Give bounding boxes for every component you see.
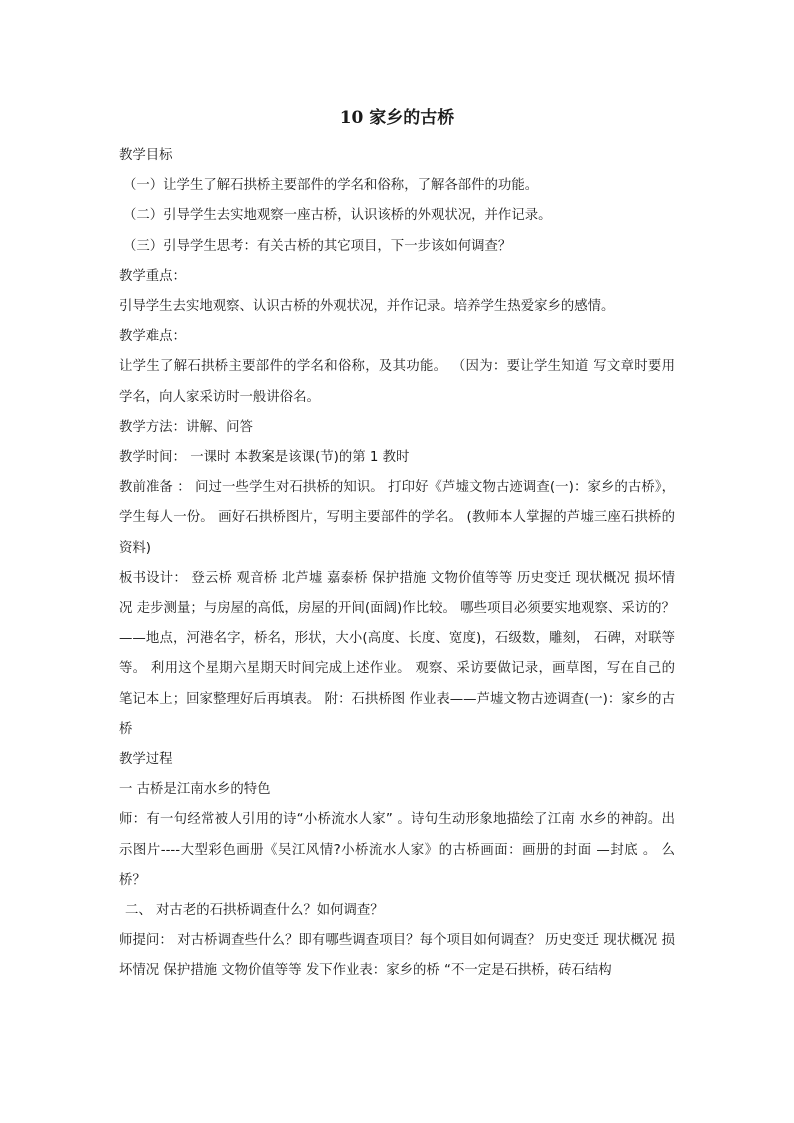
difficulties-text: 让学生了解石拱桥主要部件的学名和俗称，及其功能。 （因为：要让学生知道 写文章时要用学名，向人家采访时一般讲俗名。: [119, 359, 675, 405]
preparation-text: 教前准备 ： 问过一些学生对石拱桥的知识。 打印好《芦墟文物古迹调查(一)：家乡的古桥》，学生每人一份。 画好石拱桥图片，写明主要部件的学名。 (教师本人掌握的芦墟三座石拱桥的资料): [119, 480, 675, 556]
process-section-2-heading: 二、 对古老的石拱桥调查什么？如何调查？: [125, 903, 384, 919]
key-points-text: 引导学生去实地观察、认识古桥的外观状况，并作记录。培养学生热爱家乡的感情。: [119, 299, 615, 315]
objective-item: （二）引导学生去实地观察一座古桥，认识该桥的外观状况，并作记录。: [123, 208, 552, 224]
objective-item: （一）让学生了解石拱桥主要部件的学名和俗称，了解各部件的功能。: [123, 178, 539, 194]
objectives-heading: 教学目标: [119, 148, 173, 163]
objective-item: （三）引导学生思考：有关古桥的其它项目，下一步该如何调查？: [123, 238, 512, 254]
process-paragraph-1: 师：有一句经常被人引用的诗“小桥流水人家” 。诗句生动形象地描绘了江南 水乡的神韵。出示图片----大型彩色画册《吴江风情?小桥流水人家》的古桥画面：画册的封面 —封底 。 么桥？: [119, 812, 675, 888]
difficulties-heading: 教学难点：: [119, 329, 186, 345]
key-points-heading: 教学重点：: [119, 268, 186, 284]
document-title: 10 家乡的古桥: [339, 108, 455, 128]
process-section-1-heading: 一 古桥是江南水乡的特色: [119, 782, 271, 798]
document-body: [119, 141, 675, 987]
process-paragraph-2: 师提问： 对古桥调查些什么？即有哪些调查项目？每个项目如何调查？ 历史变迁 现状概况 损坏情况 保护措施 文物价值等等 发下作业表：家乡的桥 “不一定是石拱桥，砖石结构: [119, 933, 675, 979]
teaching-time: 教学时间： 一课时 本教案是该课(节)的第 1 教时: [119, 450, 410, 466]
teaching-method: 教学方法：讲解、问答: [119, 419, 253, 435]
process-heading: 教学过程: [119, 752, 173, 768]
board-design-text: 板书设计： 登云桥 观音桥 北芦墟 嘉泰桥 保护措施 文物价值等等 历史变迁 现状概况 损坏情况 走步测量；与房屋的高低，房屋的开间(面阔)作比较。 哪些项目必须要实地观察、采访的？ ——地点，河港名字，桥名，形状，大小(高度、长度、宽度)，石级数，雕刻， 石碑，对联等等。 利用这个星期六星期天时间完成上述作业。 观察、采访要做记录，画草图，写在自己的笔记本上；回家整理好后再填表。 附：石拱桥图 作业表——芦墟文物古迹调查(一)：家乡的古桥: [119, 570, 675, 737]
